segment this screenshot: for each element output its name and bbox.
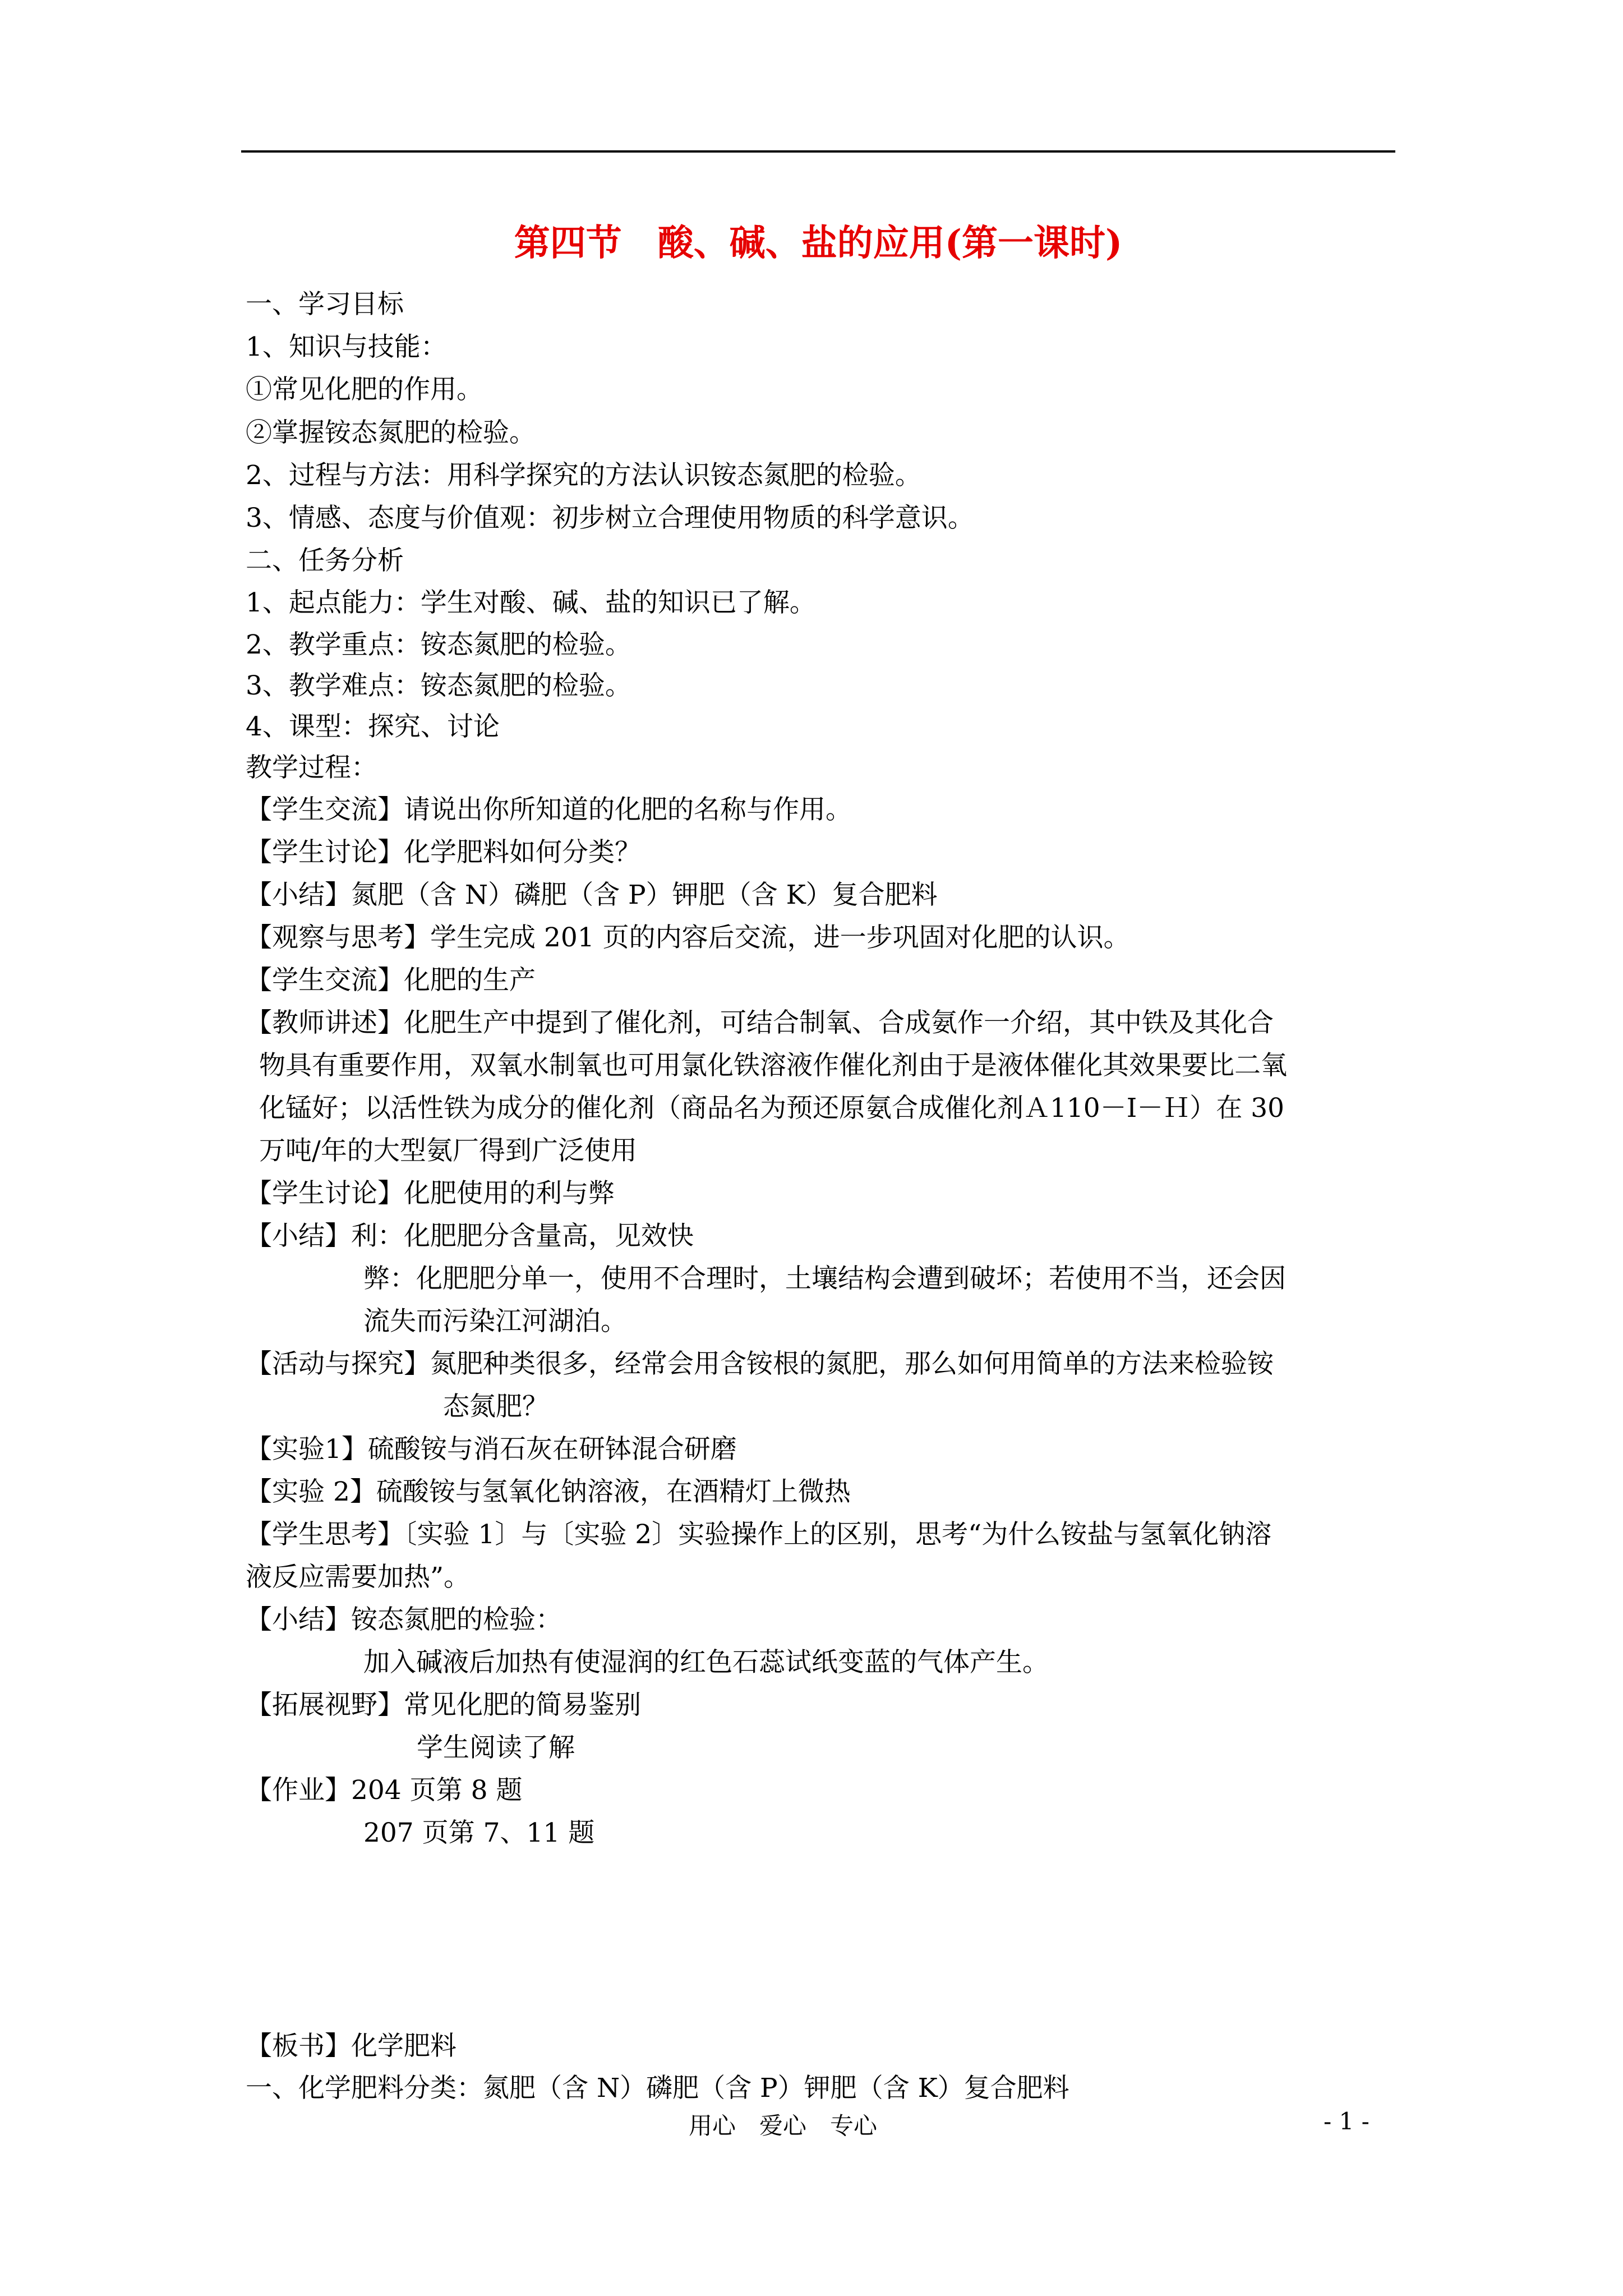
text-line: 学生阅读了解	[417, 1732, 575, 1763]
text-line: 【小结】氮肥（含 N）磷肥（含 P）钾肥（含 K）复合肥料	[246, 880, 938, 910]
text-line: 液反应需要加热”。	[246, 1562, 471, 1593]
text-line: ①常见化肥的作用。	[246, 374, 483, 405]
text-line: 【实验 2】硫酸铵与氢氧化钠溶液，在酒精灯上微热	[246, 1476, 851, 1507]
header-rule	[241, 150, 1395, 153]
text-line: 4、课型：探究、讨论	[246, 711, 500, 742]
footer-motto: 用心 爱心 专心	[689, 2112, 878, 2139]
text-line: 【学生思考】〔实验 1〕与〔实验 2〕实验操作上的区别，思考“为什么铵盐与氢氧化钠溶	[246, 1519, 1272, 1550]
text-line: 【实验1】硫酸铵与消石灰在研钵混合研磨	[246, 1434, 737, 1465]
text-line: 一、化学肥料分类：氮肥（含 N）磷肥（含 P）钾肥（含 K）复合肥料	[246, 2073, 1069, 2104]
text-line: 万吨/年的大型氨厂得到广泛使用	[259, 1135, 637, 1166]
text-line: 2、教学重点：铵态氮肥的检验。	[246, 629, 631, 660]
text-line: 3、情感、态度与价值观：初步树立合理使用物质的科学意识。	[246, 503, 974, 533]
text-line: 加入碱液后加热有使湿润的红色石蕊试纸变蓝的气体产生。	[363, 1647, 1049, 1678]
text-line: 2、过程与方法：用科学探究的方法认识铵态氮肥的检验。	[246, 460, 921, 491]
text-line: 【学生讨论】化肥使用的利与弊	[246, 1178, 615, 1209]
page-number: - 1 -	[1324, 2108, 1370, 2135]
text-line: 【观察与思考】学生完成 201 页的内容后交流，进一步巩固对化肥的认识。	[246, 922, 1130, 953]
text-line: 【活动与探究】氮肥种类很多，经常会用含铵根的氮肥，那么如何用简单的方法来检验铵	[246, 1349, 1274, 1379]
text-line: 【拓展视野】常见化肥的简易鉴别	[246, 1690, 641, 1720]
text-line: 物具有重要作用，双氧水制氧也可用氯化铁溶液作催化剂由于是液体催化其效果要比二氧	[259, 1050, 1287, 1081]
text-line: 【小结】利：化肥肥分含量高，见效快	[246, 1221, 694, 1251]
text-line: 流失而污染江河湖泊。	[363, 1306, 627, 1337]
text-line: 化锰好；以活性铁为成分的催化剂（商品名为预还原氨合成催化剂Ａ110－Ⅰ－Ｈ）在 30	[259, 1093, 1285, 1124]
text-line: 207 页第 7、11 题	[363, 1818, 595, 1848]
page-title: 第四节 酸、碱、盐的应用(第一课时)	[514, 222, 1123, 264]
text-line: ②掌握铵态氮肥的检验。	[246, 417, 536, 448]
text-line: 【学生交流】请说出你所知道的化肥的名称与作用。	[246, 794, 852, 825]
text-line: 【教师讲述】化肥生产中提到了催化剂，可结合制氧、合成氨作一介绍，其中铁及其化合	[246, 1007, 1274, 1038]
text-line: 态氮肥？	[443, 1391, 548, 1422]
text-line: 【学生讨论】化学肥料如何分类？	[246, 837, 641, 868]
text-line: 弊：化肥肥分单一，使用不合理时，土壤结构会遭到破坏；若使用不当，还会因	[363, 1263, 1286, 1294]
text-line: 1、知识与技能：	[246, 332, 447, 362]
text-line: 【小结】铵态氮肥的检验：	[246, 1604, 562, 1635]
text-line: 【学生交流】化肥的生产	[246, 965, 536, 996]
text-line: 教学过程：	[246, 752, 377, 783]
text-line: 二、任务分析	[246, 545, 404, 576]
text-line: 【板书】化学肥料	[246, 2031, 457, 2062]
text-line: 一、学习目标	[246, 289, 404, 320]
text-line: 【作业】204 页第 8 题	[246, 1775, 523, 1806]
text-line: 3、教学难点：铵态氮肥的检验。	[246, 670, 631, 701]
text-line: 1、起点能力：学生对酸、碱、盐的知识已了解。	[246, 587, 816, 618]
